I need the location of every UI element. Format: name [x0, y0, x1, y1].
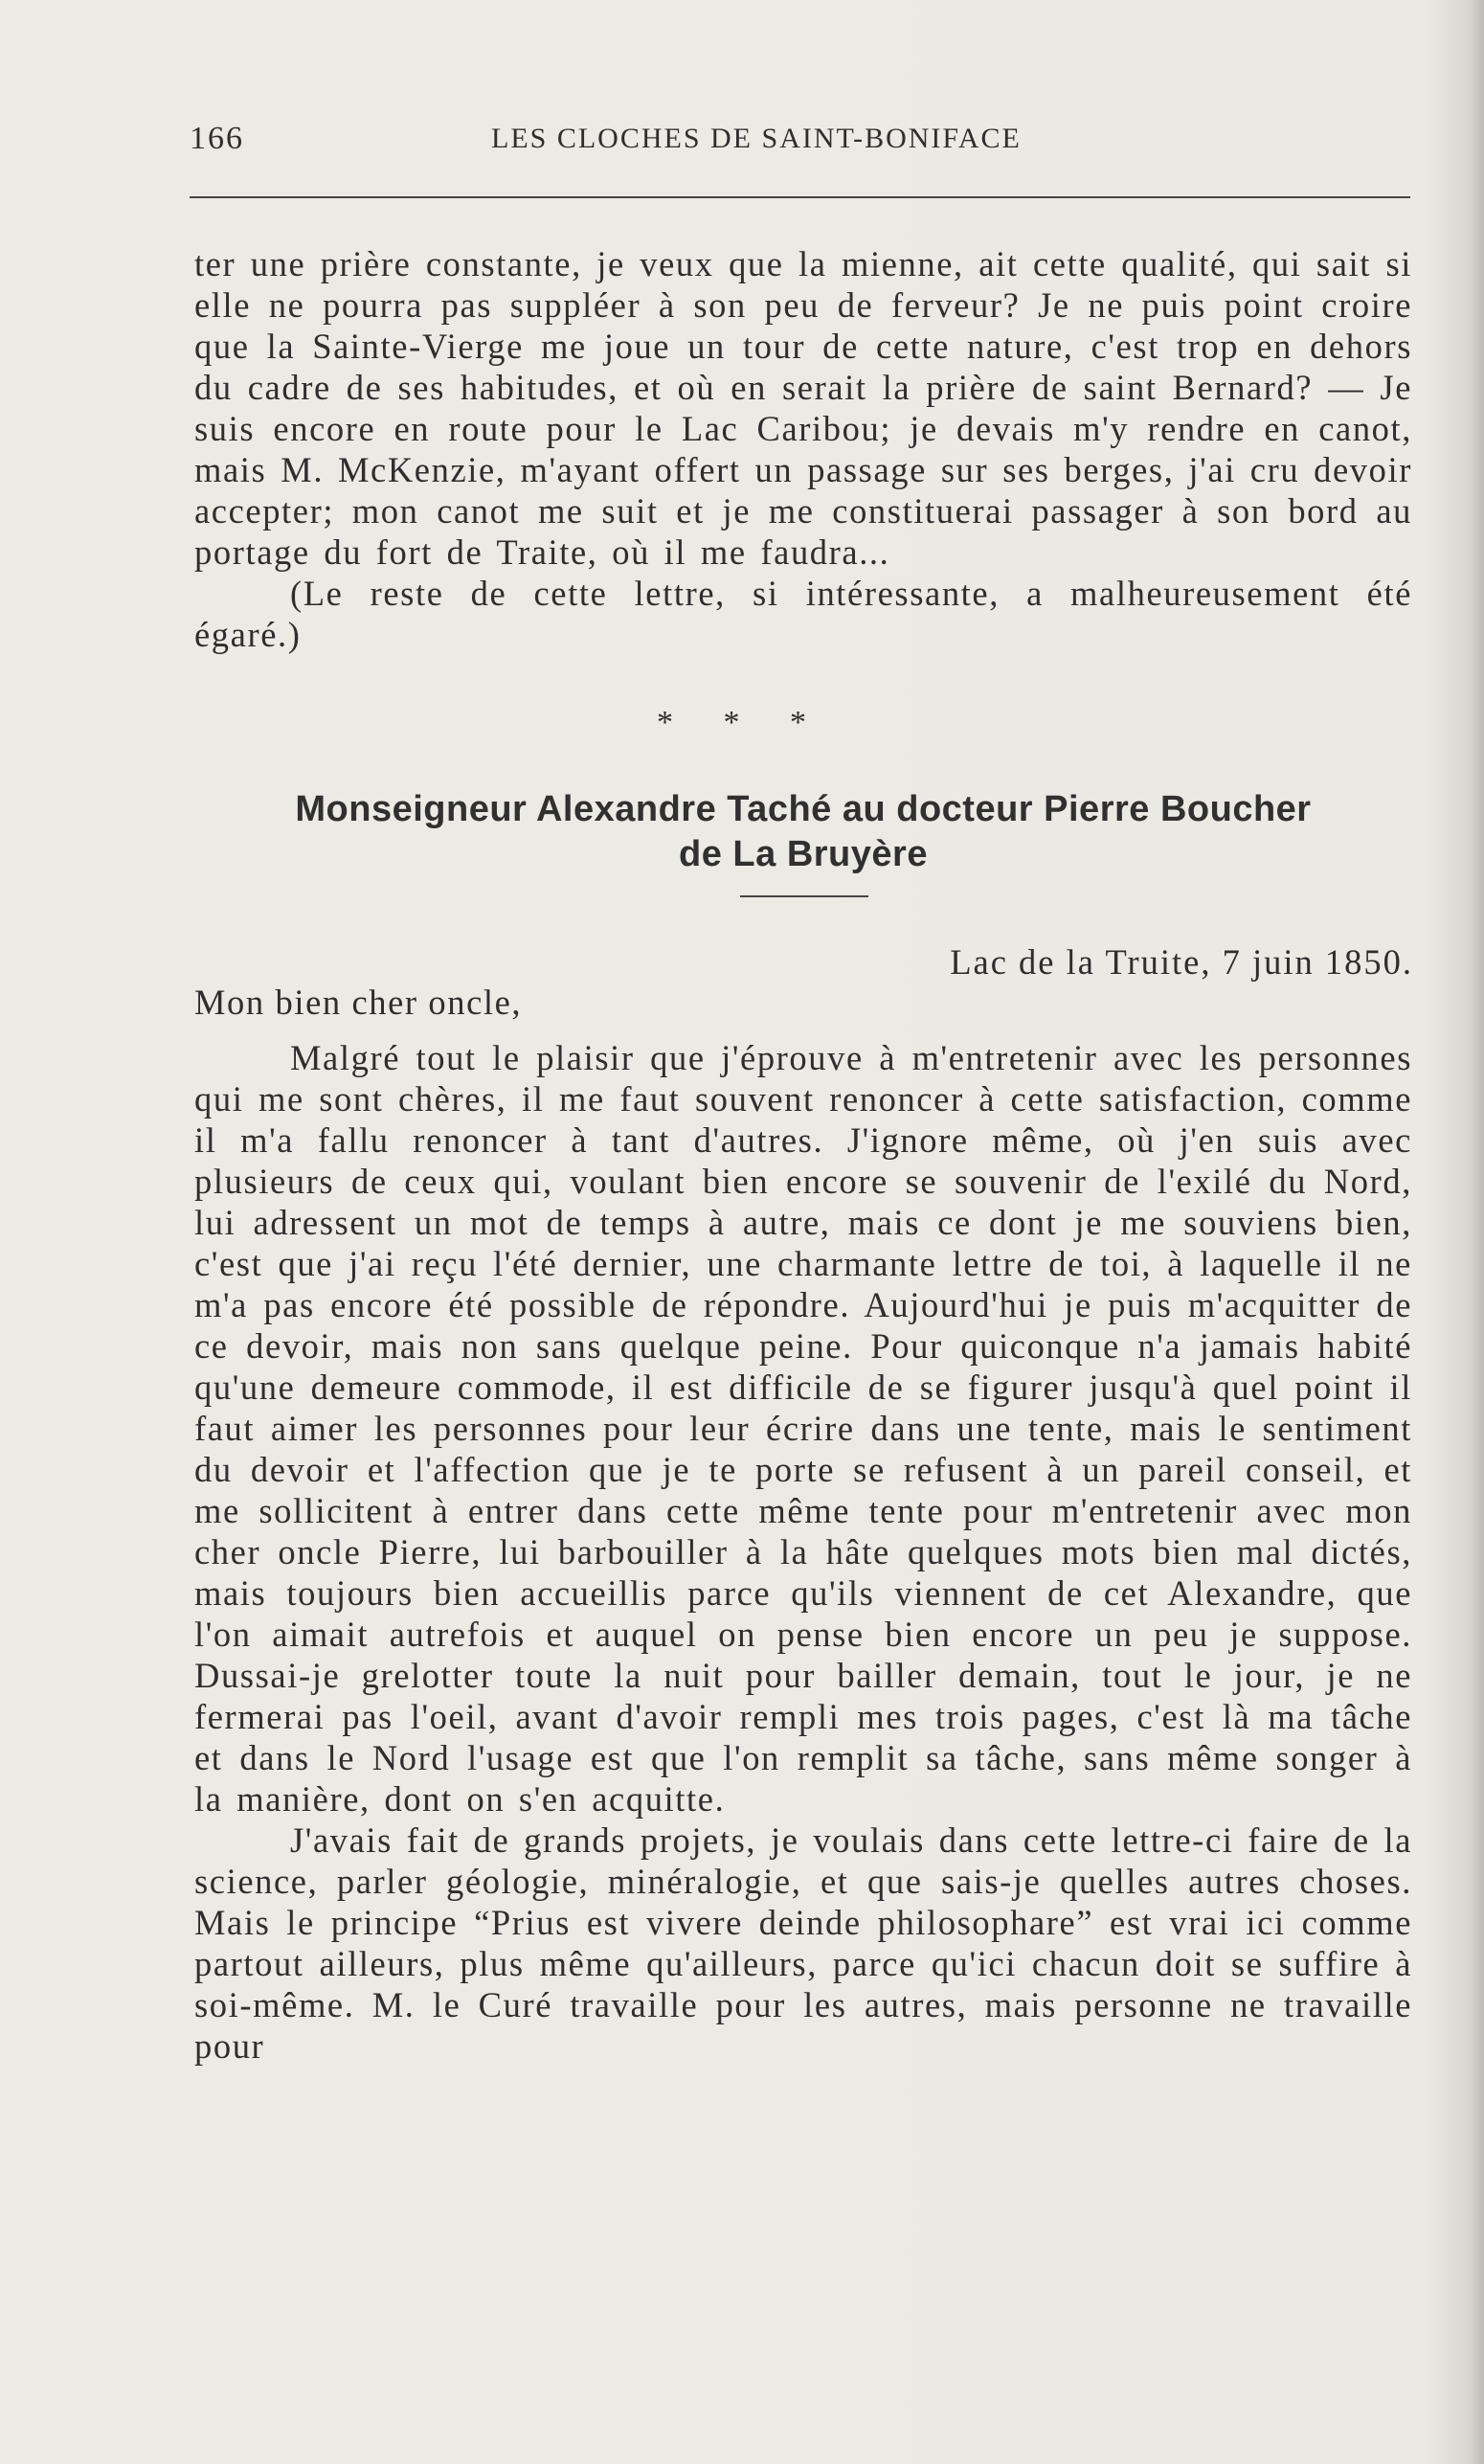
letter-heading-line-1: Monseigneur Alexandre Taché au docteur Pierre Boucher — [295, 789, 1312, 829]
page-header — [190, 121, 1410, 159]
letter-paragraph: Malgré tout le plaisir que j'éprouve à m'entretenir avec les personnes qui me sont chères, il me faut souvent renoncer à cette satisfaction, comme il m'a fallu renoncer à tant d'autres. J'ignore même, où j'en suis avec plusieurs de ceux qui, voulant bien encore se souvenir de l'exilé du Nord, lui adressent un mot de temps à autre, mais ce dont je me souviens bien, c'est que j'ai reçu l'été dernier, une charmante lettre de toi, à laquelle il ne m'a pas encore été possible de répondre. Aujourd'hui je puis m'acquitter de ce devoir, mais non sans quelque peine. Pour quiconque n'a jamais habité qu'une demeure commode, il est difficile de se figurer jusqu'à quel point il faut aimer les personnes pour leur écrire dans une tente, mais le sentiment du devoir et l'affection que je te porte se refusent à un pareil conseil, et me sollicitent à entrer dans cette même tente pour m'entretenir avec mon cher oncle Pierre, lui barbouiller à la hâte quelques mots bien mal dictés, mais toujours bien accueillis parce qu'ils viennent de cet Alexandre, que l'on aimait autrefois et auquel on pense bien encore un peu je suppose. Dussai-je grelotter toute la nuit pour bailler demain, tout le jour, je ne fermerai pas l'oeil, avant d'avoir rempli mes trois pages, c'est là ma tâche et dans le Nord l'usage est que l'on remplit sa tâche, sans même songer à la manière, dont on s'en acquitte. — [194, 1038, 1412, 1819]
letter-dateline: Lac de la Truite, 7 juin 1850. — [950, 942, 1413, 982]
heading-rule — [740, 895, 868, 897]
continued-paragraph: ter une prière constante, je veux que la mienne, ait cette qualité, qui sait si elle ne pourra pas suppléer à son peu de ferveur? Je ne puis point croire que la Sainte-Vierge me joue un tour de cette nature, c'est trop en dehors du cadre de ses habitudes, et où en serait la prière de saint Bernard? — Je suis encore en route pour le Lac Caribou; je devais m'y rendre en canot, mais M. McKenzie, m'ayant offert un passage sur ses berges, j'ai cru devoir accepter; mon canot me suit et je me constituerai passager à son bord au portage du fort de Traite, où il me faudra... — [194, 244, 1412, 572]
letter-body — [194, 1037, 1412, 2067]
letter-heading-line-2: de La Bruyère — [679, 834, 928, 874]
header-rule — [190, 196, 1410, 198]
letter-heading — [194, 787, 1412, 877]
letter-paragraph: J'avais fait de grands projets, je voulais dans cette lettre-ci faire de la science, parler géologie, minéralogie, et que sais-je quelles autres choses. Mais le principe “Prius est vivere deinde philosophare” est vrai ici comme partout ailleurs, plus même qu'ailleurs, parce qu'ici chacun doit se suffire à soi-même. M. le Curé travaille pour les autres, mais personne ne travaille pour — [194, 1820, 1412, 2066]
running-title: LES CLOCHES DE SAINT-BONIFACE — [491, 123, 1022, 154]
editorial-note: (Le reste de cette lettre, si intéressante, a malheureusement été égaré.) — [194, 574, 1412, 654]
continued-letter-text — [194, 243, 1412, 655]
section-separator: * * * — [657, 705, 827, 740]
letter-salutation: Mon bien cher oncle, — [194, 983, 523, 1022]
page-number: 166 — [190, 121, 244, 156]
